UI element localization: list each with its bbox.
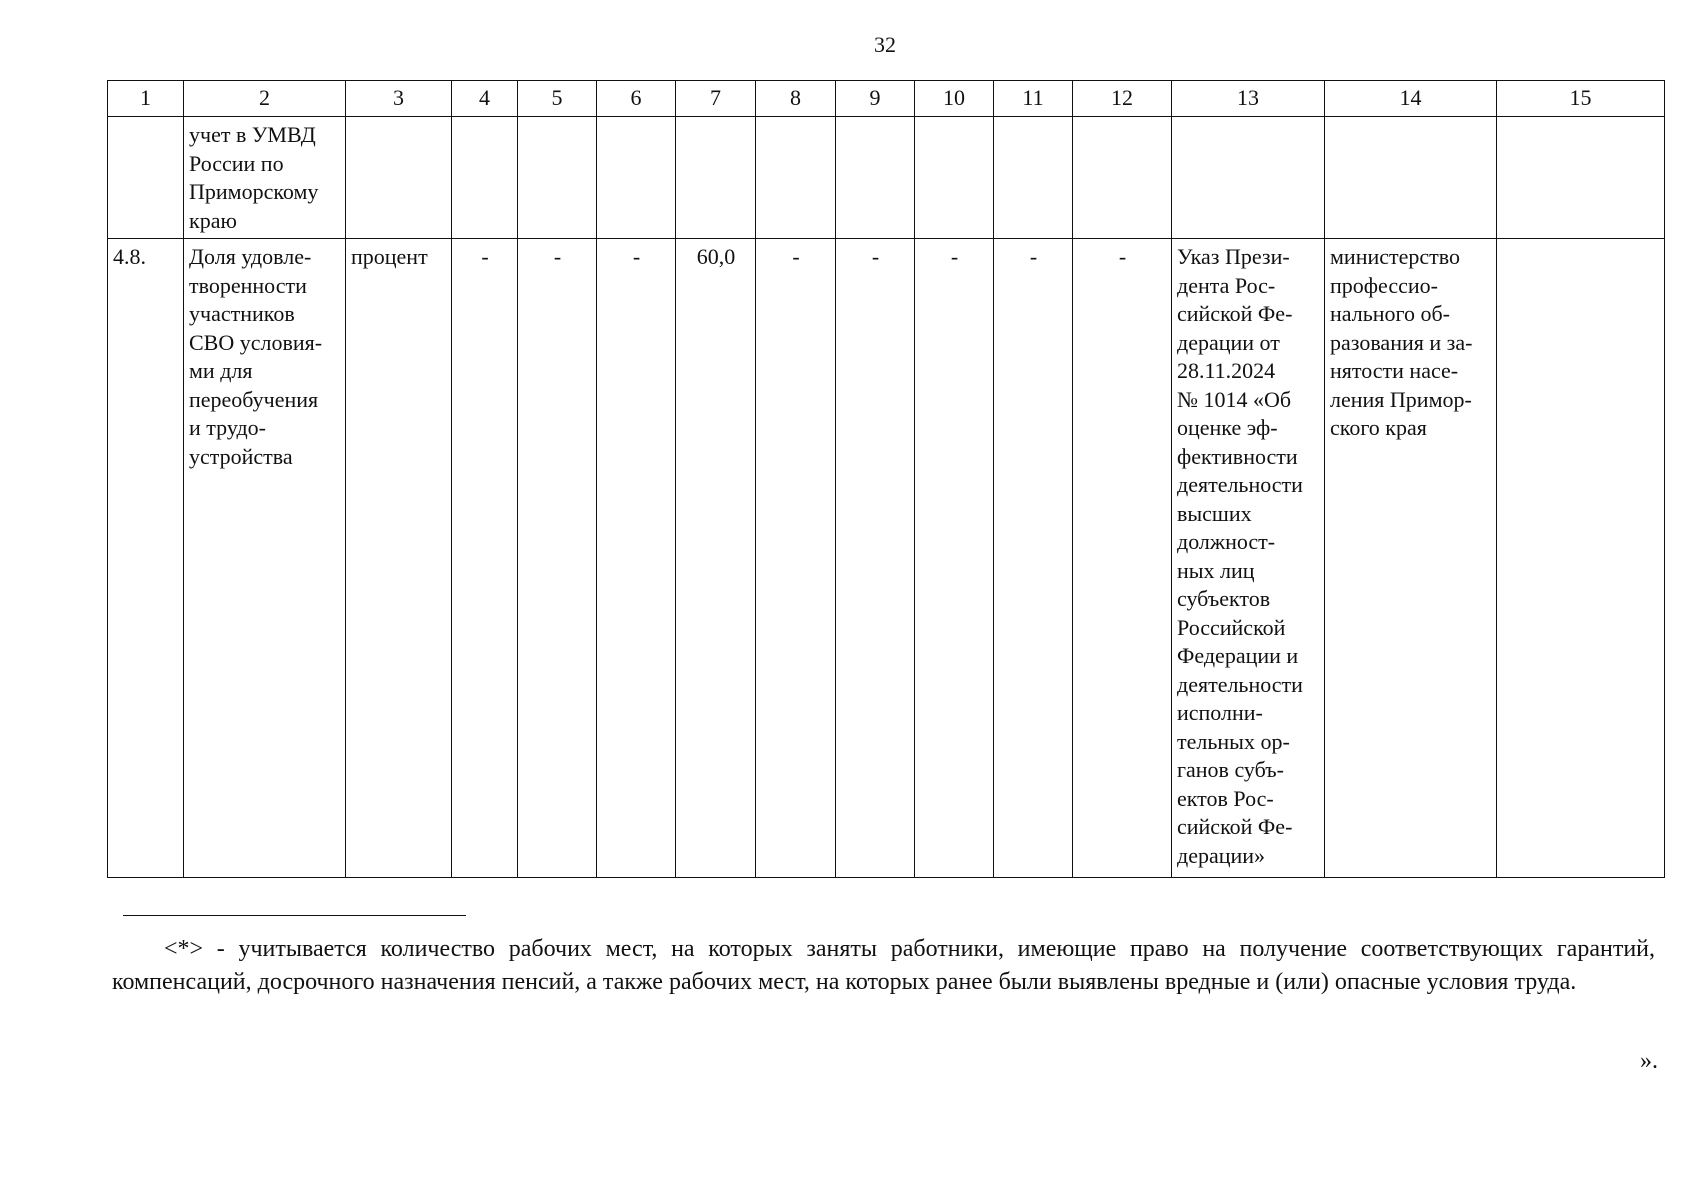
table-cell xyxy=(1497,117,1665,239)
column-header: 14 xyxy=(1325,81,1497,117)
table-cell xyxy=(756,117,836,239)
legal-basis-cell: Указ Прези- дента Рос- сийской Фе- дерации от 28.11.2024 № 1014 «Об оценке эф- фективности деятельности высших должност- ных лиц субъектов Российской Федерации и деятельности исполни- тельных ор- ганов субъ- ектов Рос- сийской Фе- дерации» xyxy=(1172,239,1325,878)
unit-cell: процент xyxy=(346,239,452,878)
column-header: 9 xyxy=(836,81,915,117)
column-header: 15 xyxy=(1497,81,1665,117)
table-cell xyxy=(1172,117,1325,239)
column-header: 5 xyxy=(518,81,597,117)
table-cell xyxy=(346,117,452,239)
value-cell: - xyxy=(836,239,915,878)
table-cell xyxy=(676,117,756,239)
table-cell xyxy=(1325,117,1497,239)
value-cell: - xyxy=(756,239,836,878)
column-header: 7 xyxy=(676,81,756,117)
row-number-cell: 4.8. xyxy=(108,239,184,878)
indicator-name-cell: Доля удовле- творенности участников СВО условия- ми для переобучения и трудо- устройства xyxy=(184,239,346,878)
column-header: 3 xyxy=(346,81,452,117)
table-cell xyxy=(597,117,676,239)
footnote-divider xyxy=(123,915,466,916)
value-cell: - xyxy=(994,239,1073,878)
column-header: 2 xyxy=(184,81,346,117)
table-cell xyxy=(1073,117,1172,239)
footnote-text: <*> - учитывается количество рабочих мест, на которых заняты работники, имеющие право на получение соответствующих гарантий, компенсаций, досрочного назначения пенсий, а также рабочих мест, на которых ранее были выявлены вредные и (или) опасные условия труда. xyxy=(112,936,1655,995)
closing-quote: ». xyxy=(1640,1048,1658,1074)
table-cell xyxy=(108,117,184,239)
table-cell xyxy=(518,117,597,239)
column-header: 8 xyxy=(756,81,836,117)
column-header: 11 xyxy=(994,81,1073,117)
responsible-body-cell: министерство профессио- нального об- разования и за- нятости насе- ления Примор- ского края xyxy=(1325,239,1497,878)
table-cell xyxy=(915,117,994,239)
column-header: 13 xyxy=(1172,81,1325,117)
value-cell: - xyxy=(1073,239,1172,878)
column-header: 6 xyxy=(597,81,676,117)
table-cell: учет в УМВД России по Приморскому краю xyxy=(184,117,346,239)
column-header: 4 xyxy=(452,81,518,117)
value-cell: - xyxy=(597,239,676,878)
value-cell: 60,0 xyxy=(676,239,756,878)
column-header: 1 xyxy=(108,81,184,117)
table-cell xyxy=(836,117,915,239)
table-cell xyxy=(1497,239,1665,878)
table-row xyxy=(108,239,1665,878)
table-cell xyxy=(994,117,1073,239)
value-cell: - xyxy=(452,239,518,878)
page-number: 32 xyxy=(874,32,896,57)
data-table xyxy=(107,80,1665,878)
column-header: 10 xyxy=(915,81,994,117)
column-header: 12 xyxy=(1073,81,1172,117)
table-row xyxy=(108,117,1665,239)
value-cell: - xyxy=(915,239,994,878)
table-cell xyxy=(452,117,518,239)
value-cell: - xyxy=(518,239,597,878)
table-header-row xyxy=(108,81,1665,117)
